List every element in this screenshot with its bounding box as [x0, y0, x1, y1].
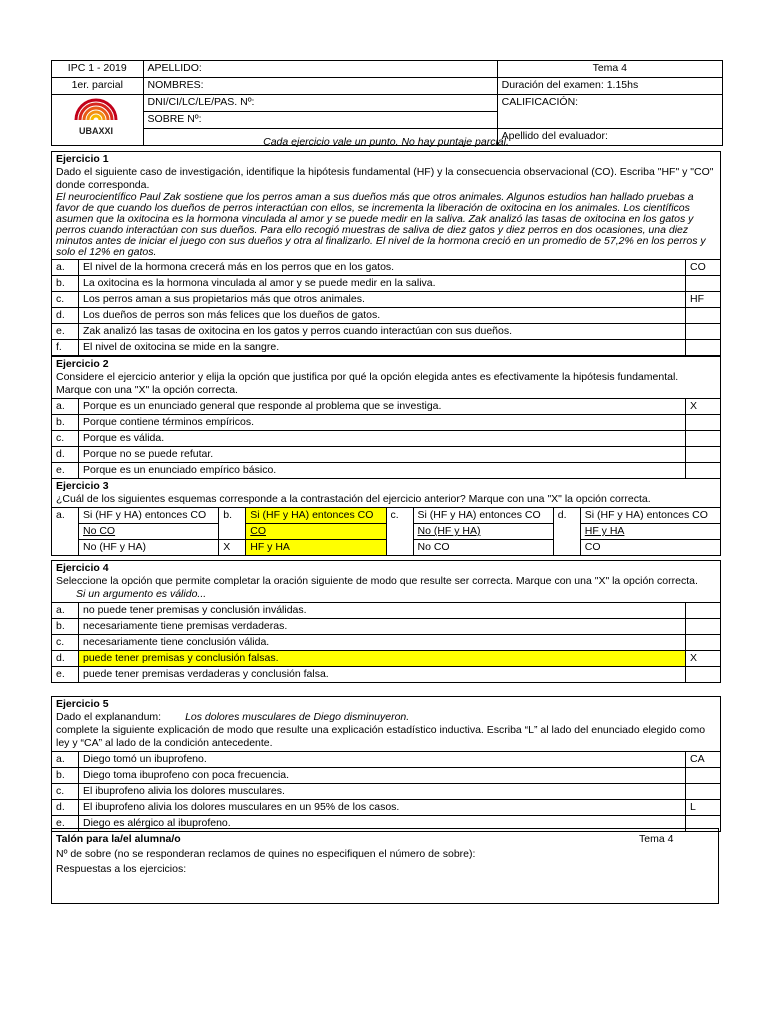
- exercise-1-title: Ejercicio 1: [56, 153, 109, 165]
- option-text: Diego toma ibuprofeno con poca frecuencia.: [79, 768, 686, 784]
- exercise-3-prompt: ¿Cuál de los siguientes esquemas corresponde a la contrastación del ejercicio anterior? Marque con una "X" la opción correcta.: [56, 493, 651, 505]
- answer-cell[interactable]: X: [686, 399, 721, 415]
- exercise-2: [51, 356, 721, 479]
- option-letter: c.: [52, 431, 79, 447]
- scheme-line: CO: [246, 524, 386, 540]
- option-letter: c.: [52, 635, 79, 651]
- exercise-5-title: Ejercicio 5: [56, 698, 109, 710]
- table-row: [52, 784, 721, 800]
- answer-mark[interactable]: X: [219, 540, 246, 556]
- option-letter: d.: [52, 447, 79, 463]
- answer-cell[interactable]: [686, 635, 721, 651]
- option-letter: f.: [52, 340, 79, 356]
- option-text: Diego tomó un ibuprofeno.: [79, 752, 686, 768]
- scheme-line: Si (HF y HA) entonces CO: [413, 508, 553, 524]
- answer-cell[interactable]: [686, 447, 721, 463]
- table-row: [52, 752, 721, 768]
- answer-cell[interactable]: [686, 340, 721, 356]
- option-letter: b.: [219, 508, 246, 540]
- explanandum-text: Los dolores musculares de Diego disminuyeron.: [185, 711, 410, 723]
- option-text: Porque es válida.: [79, 431, 686, 447]
- option-letter: b.: [52, 415, 79, 431]
- option-text: necesariamente tiene conclusión válida.: [79, 635, 686, 651]
- evaluador-field[interactable]: Apellido del evaluador:: [497, 129, 722, 146]
- option-text: Porque es un enunciado general que responde al problema que se investiga.: [79, 399, 686, 415]
- exercise-1-case: El neurocientífico Paul Zak sostiene que los perros aman a sus dueños más que otros animales. Algunos estudios han hallado pruebas a favor de que cuando los dueños de perros interactúan con ellos, se incrementa la liberación de oxitocina en los animales. Los científicos asumen que la oxitocina es la hormona vinculada al amor y se puede medir en la saliva. Zak analizó las tasas de oxitocina en los gatos y perros cuando interactúan con sus dueños. Para ello recogió muestras de saliva de diez gatos y diez perros en dos ocasiones, una diez minutos antes de iniciar el juego con sus dueños y otra al finalizarlo. El nivel de la hormona creció en un promedio de 57,2% en los perros y solo el 12% en gatos.: [56, 191, 706, 258]
- exercise-1: [51, 151, 721, 356]
- table-row: [52, 276, 721, 292]
- table-row: [52, 260, 721, 276]
- table-row: [52, 651, 721, 667]
- course-label: IPC 1 - 2019: [52, 61, 144, 78]
- sobre-field[interactable]: SOBRE Nº:: [143, 112, 497, 129]
- exercise-1-prompt: Dado el siguiente caso de investigación, identifique la hipótesis fundamental (HF) y la consecuencia observacional (CO). Escriba "HF" y "CO" donde corresponda.: [56, 166, 714, 191]
- answer-cell[interactable]: X: [686, 651, 721, 667]
- explanandum-label: Dado el explanandum:: [56, 711, 162, 723]
- option-text: Los perros aman a sus propietarios más que otros animales.: [79, 292, 686, 308]
- talon-box: [51, 828, 719, 904]
- option-text: El ibuprofeno alivia los dolores musculares en un 95% de los casos.: [79, 800, 686, 816]
- option-letter: d.: [52, 308, 79, 324]
- table-row: [52, 619, 721, 635]
- score-note: Cada ejercicio vale un punto. No hay puntaje parcial.: [263, 136, 509, 148]
- option-letter: d.: [553, 508, 580, 556]
- answer-cell[interactable]: [686, 415, 721, 431]
- table-row: [52, 447, 721, 463]
- ubaxxi-logo: [53, 90, 139, 138]
- exercise-3-title: Ejercicio 3: [56, 480, 109, 492]
- exercise-4-prompt: Seleccione la opción que permite completar la oración siguiente de modo que resulte ser correcta. Marque con una "X" la opción correcta.: [56, 575, 698, 587]
- option-text: Porque contiene términos empíricos.: [79, 415, 686, 431]
- exercise-4-title: Ejercicio 4: [56, 562, 109, 574]
- exercise-4: [51, 560, 721, 683]
- dni-field[interactable]: DNI/CI/LC/LE/PAS. Nº:: [143, 95, 497, 112]
- table-row: [52, 415, 721, 431]
- exercise-4-sentence: Si un argumento es válido...: [76, 588, 207, 600]
- option-letter: a.: [52, 508, 79, 556]
- answer-cell[interactable]: [686, 463, 721, 479]
- answer-cell[interactable]: [686, 768, 721, 784]
- option-text: puede tener premisas verdaderas y conclusión falsa.: [79, 667, 686, 683]
- exercise-5-prompt: complete la siguiente explicación de modo que resulte una explicación estadístico inductiva. Escriba “L” al lado del enunciado elegido como ley y “CA” al lado de la condición antecedente.: [56, 724, 706, 749]
- option-text: Zak analizó las tasas de oxitocina en los gatos y perros cuando interactúan con sus dueños.: [79, 324, 686, 340]
- answer-cell[interactable]: [686, 667, 721, 683]
- table-row: [52, 399, 721, 415]
- option-letter: b.: [52, 619, 79, 635]
- option-text: El nivel de oxitocina se mide en la sangre.: [79, 340, 686, 356]
- scheme-line: No CO: [79, 524, 219, 540]
- exercise-2-title: Ejercicio 2: [56, 358, 109, 370]
- option-text: El nivel de la hormona crecerá más en los perros que en los gatos.: [79, 260, 686, 276]
- option-text: puede tener premisas y conclusión falsas.: [79, 651, 686, 667]
- table-row: [52, 463, 721, 479]
- option-text: El ibuprofeno alivia los dolores musculares.: [79, 784, 686, 800]
- table-row: [52, 800, 721, 816]
- scheme-line: Si (HF y HA) entonces CO: [79, 508, 219, 524]
- option-letter: c.: [52, 292, 79, 308]
- scheme-line: No CO: [413, 540, 553, 556]
- talon-title: Talón para la/el alumna/o: [56, 833, 181, 845]
- option-letter: e.: [52, 324, 79, 340]
- option-letter: e.: [52, 667, 79, 683]
- exercise-2-prompt: Considere el ejercicio anterior y elija la opción que justifica por qué la opción elegida antes es efectivamente la hipótesis fundamental. Marque con una "X" la opción correcta.: [56, 371, 679, 396]
- answer-cell[interactable]: HF: [686, 292, 721, 308]
- exercise-5: [51, 696, 721, 832]
- answer-cell[interactable]: [686, 276, 721, 292]
- table-row: [52, 308, 721, 324]
- table-row: [52, 768, 721, 784]
- nombres-field[interactable]: NOMBRES:: [143, 78, 497, 95]
- scheme-line: No (HF y HA): [413, 524, 553, 540]
- answer-cell[interactable]: [686, 619, 721, 635]
- apellido-field[interactable]: APELLIDO:: [143, 61, 497, 78]
- scheme-line: HF y HA: [580, 524, 720, 540]
- option-text: no puede tener premisas y conclusión inválidas.: [79, 603, 686, 619]
- scheme-line: Si (HF y HA) entonces CO: [580, 508, 720, 524]
- talon-tema: Tema 4: [639, 833, 674, 845]
- answer-cell[interactable]: [686, 784, 721, 800]
- answer-cell[interactable]: [686, 431, 721, 447]
- answer-cell[interactable]: [686, 308, 721, 324]
- tema-label: Tema 4: [497, 61, 722, 78]
- duracion-label: Duración del examen: 1.15hs: [497, 78, 722, 95]
- header-table: [51, 60, 723, 146]
- option-text: Porque es un enunciado empírico básico.: [79, 463, 686, 479]
- calificacion-field[interactable]: CALIFICACIÓN:: [497, 95, 722, 129]
- option-letter: b.: [52, 276, 79, 292]
- option-letter: e.: [52, 463, 79, 479]
- scheme-line: No (HF y HA): [79, 540, 219, 556]
- exam-label: 1er. parcial: [52, 78, 144, 95]
- scheme-line: HF y HA: [246, 540, 386, 556]
- option-letter: b.: [52, 768, 79, 784]
- answer-cell[interactable]: [686, 603, 721, 619]
- option-letter: d.: [52, 800, 79, 816]
- option-text: Porque no se puede refutar.: [79, 447, 686, 463]
- answer-cell[interactable]: L: [686, 800, 721, 816]
- exercise-3: [51, 478, 721, 556]
- option-letter: a.: [52, 399, 79, 415]
- answer-cell[interactable]: CA: [686, 752, 721, 768]
- scheme-line: Si (HF y HA) entonces CO: [246, 508, 386, 524]
- talon-sobre[interactable]: Nº de sobre (no se responderan reclamos de quines no especifiquen el número de sobre):: [56, 848, 476, 860]
- answer-cell[interactable]: CO: [686, 260, 721, 276]
- logo-text: UBAXXI: [78, 126, 114, 136]
- answer-cell[interactable]: [686, 324, 721, 340]
- option-letter: e.: [52, 816, 79, 832]
- table-row: [52, 667, 721, 683]
- option-letter: c.: [386, 508, 413, 556]
- table-row: [52, 340, 721, 356]
- option-text: Los dueños de perros son más felices que los dueños de gatos.: [79, 308, 686, 324]
- option-text: Diego es alérgico al ibuprofeno.: [79, 816, 686, 832]
- table-row: [52, 292, 721, 308]
- table-row: [52, 324, 721, 340]
- scheme-line: CO: [580, 540, 720, 556]
- option-letter: a.: [52, 603, 79, 619]
- option-letter: a.: [52, 752, 79, 768]
- table-row: [52, 603, 721, 619]
- option-letter: c.: [52, 784, 79, 800]
- option-text: necesariamente tiene premisas verdaderas.: [79, 619, 686, 635]
- table-row: [52, 635, 721, 651]
- option-text: La oxitocina es la hormona vinculada al amor y se puede medir en la saliva.: [79, 276, 686, 292]
- table-row: [52, 431, 721, 447]
- option-letter: d.: [52, 651, 79, 667]
- talon-respuestas[interactable]: Respuestas a los ejercicios:: [56, 863, 187, 875]
- option-letter: a.: [52, 260, 79, 276]
